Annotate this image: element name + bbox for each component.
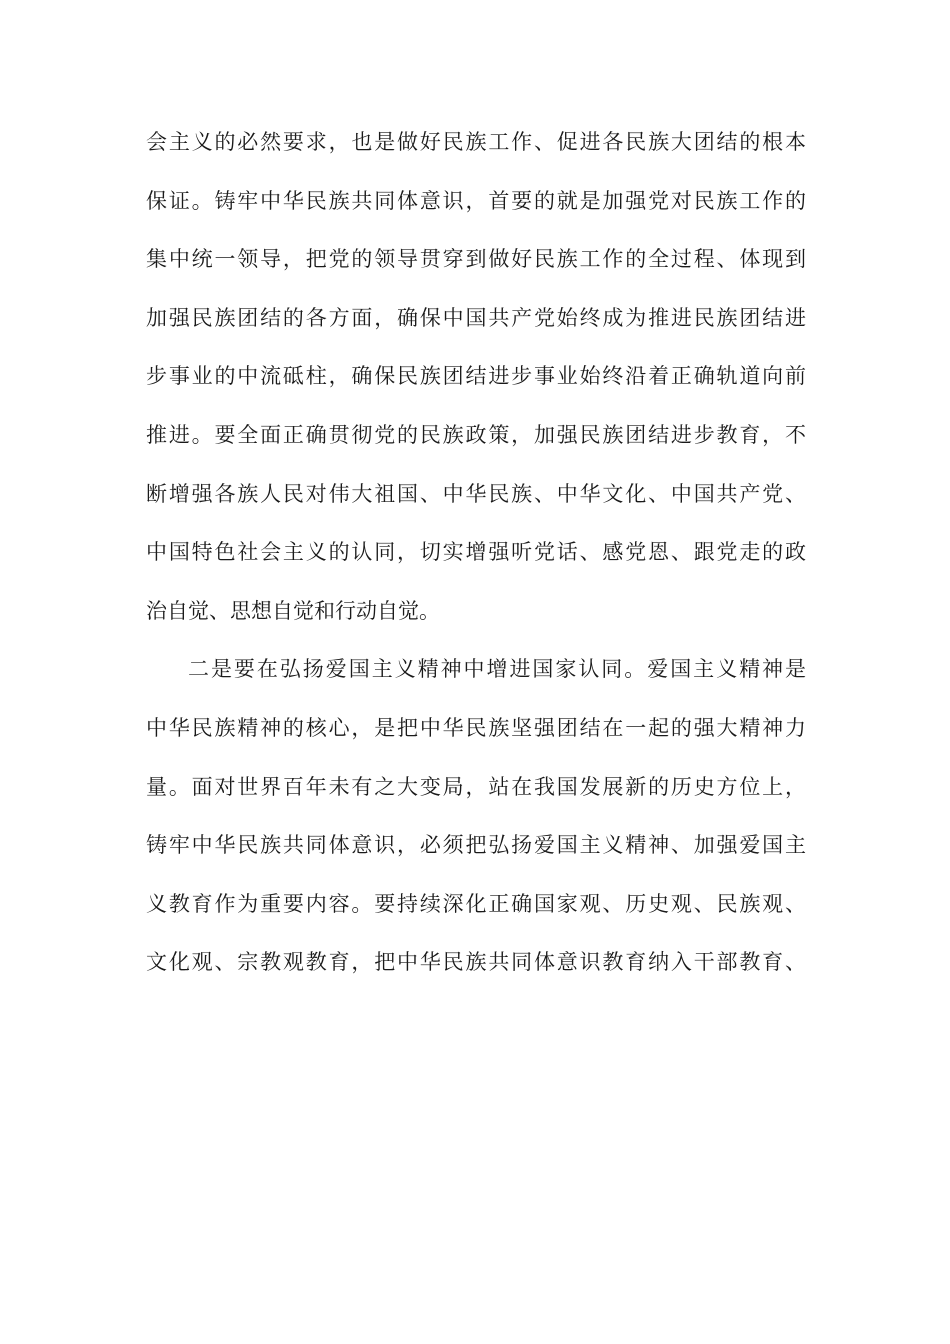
text-line: 中国特色社会主义的认同，切实增强听党话、感党恩、跟党走的政 [146,540,806,565]
paragraph-first-line: 二是要在弘扬爱国主义精神中增进国家认同。爱国主义精神是 [188,657,806,682]
text-line: 铸牢中华民族共同体意识，必须把弘扬爱国主义精神、加强爱国主 [146,833,806,858]
text-line: 步事业的中流砥柱，确保民族团结进步事业始终沿着正确轨道向前 [146,364,806,389]
text-line: 推进。要全面正确贯彻党的民族政策，加强民族团结进步教育，不 [146,422,806,447]
text-line: 加强民族团结的各方面，确保中国共产党始终成为推进民族团结进 [146,305,806,330]
text-line: 义教育作为重要内容。要持续深化正确国家观、历史观、民族观、 [146,891,806,916]
text-line: 文化观、宗教观教育，把中华民族共同体意识教育纳入干部教育、 [146,950,806,975]
text-line: 断增强各族人民对伟大祖国、中华民族、中华文化、中国共产党、 [146,481,806,506]
text-line: 治自觉、思想自觉和行动自觉。 [146,598,440,623]
text-line: 保证。铸牢中华民族共同体意识，首要的就是加强党对民族工作的 [146,188,806,213]
text-line: 会主义的必然要求，也是做好民族工作、促进各民族大团结的根本 [146,130,806,154]
text-line: 量。面对世界百年未有之大变局，站在我国发展新的历史方位上， [146,774,806,799]
text-line: 中华民族精神的核心，是把中华民族坚强团结在一起的强大精神力 [146,715,806,740]
text-line: 集中统一领导，把党的领导贯穿到做好民族工作的全过程、体现到 [146,247,806,272]
body-text [146,124,806,1003]
